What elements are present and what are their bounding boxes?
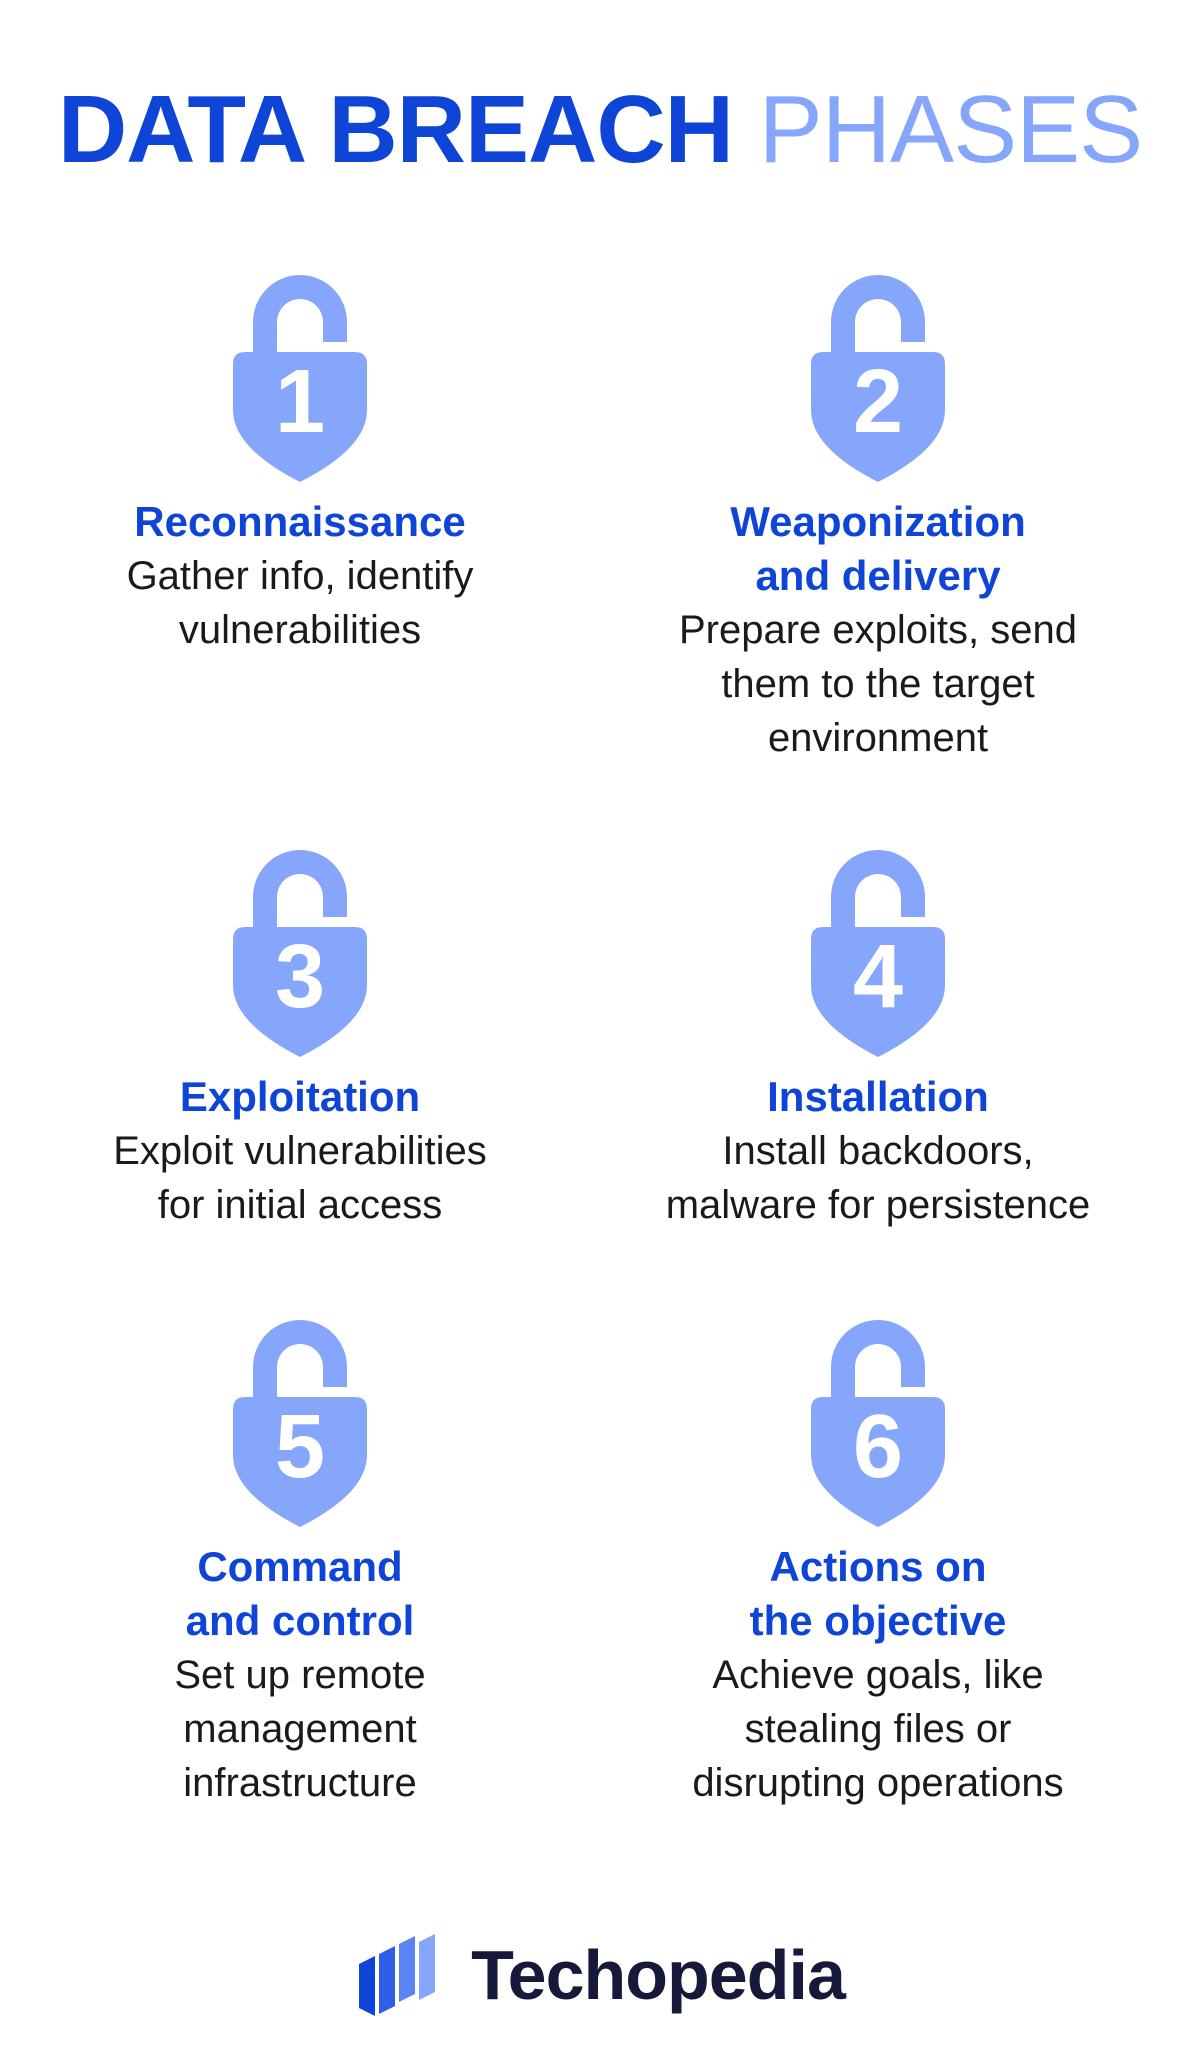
phase-card-2 (618, 270, 1138, 765)
padlock-icon (803, 270, 953, 485)
padlock-icon (803, 845, 953, 1060)
phase-description: Achieve goals, like stealing files or disrupting operations (692, 1653, 1064, 1805)
phase-card-3 (40, 845, 560, 1232)
phase-name: Command and control (185, 1543, 415, 1644)
phase-card-4 (618, 845, 1138, 1232)
phase-name: Actions on the objective (749, 1543, 1007, 1644)
phase-description: Gather info, identify vulnerabilities (126, 554, 474, 652)
phase-card-6 (618, 1315, 1138, 1810)
phase-number: 2 (852, 352, 904, 452)
techopedia-logo (0, 1920, 1200, 2030)
phase-name: Exploitation (179, 1073, 421, 1120)
phase-description: Install backdoors, malware for persistence (665, 1129, 1091, 1227)
brand-name: Techopedia (471, 1936, 845, 2014)
page-title (0, 76, 1200, 183)
phase-name: Installation (767, 1073, 989, 1120)
phase-number: 6 (852, 1397, 904, 1497)
padlock-icon (225, 845, 375, 1060)
phase-card-5 (40, 1315, 560, 1810)
phase-description: Exploit vulnerabilities for initial access (113, 1129, 487, 1227)
title-strong: DATA BREACH (57, 76, 733, 183)
phase-number: 3 (274, 927, 326, 1027)
title-light: PHASES (758, 76, 1143, 183)
phase-description: Prepare exploits, send them to the target environment (678, 608, 1077, 760)
phase-number: 1 (274, 352, 326, 452)
techopedia-logo-icon (355, 1930, 445, 2020)
padlock-icon (225, 270, 375, 485)
phase-number: 4 (852, 927, 904, 1027)
phase-name: Reconnaissance (134, 498, 466, 545)
phase-number: 5 (274, 1397, 326, 1497)
padlock-icon (803, 1315, 953, 1530)
phase-description: Set up remote management infrastructure (174, 1653, 426, 1805)
phase-card-1 (40, 270, 560, 657)
padlock-icon (225, 1315, 375, 1530)
phase-name: Weaponization and delivery (730, 498, 1026, 599)
